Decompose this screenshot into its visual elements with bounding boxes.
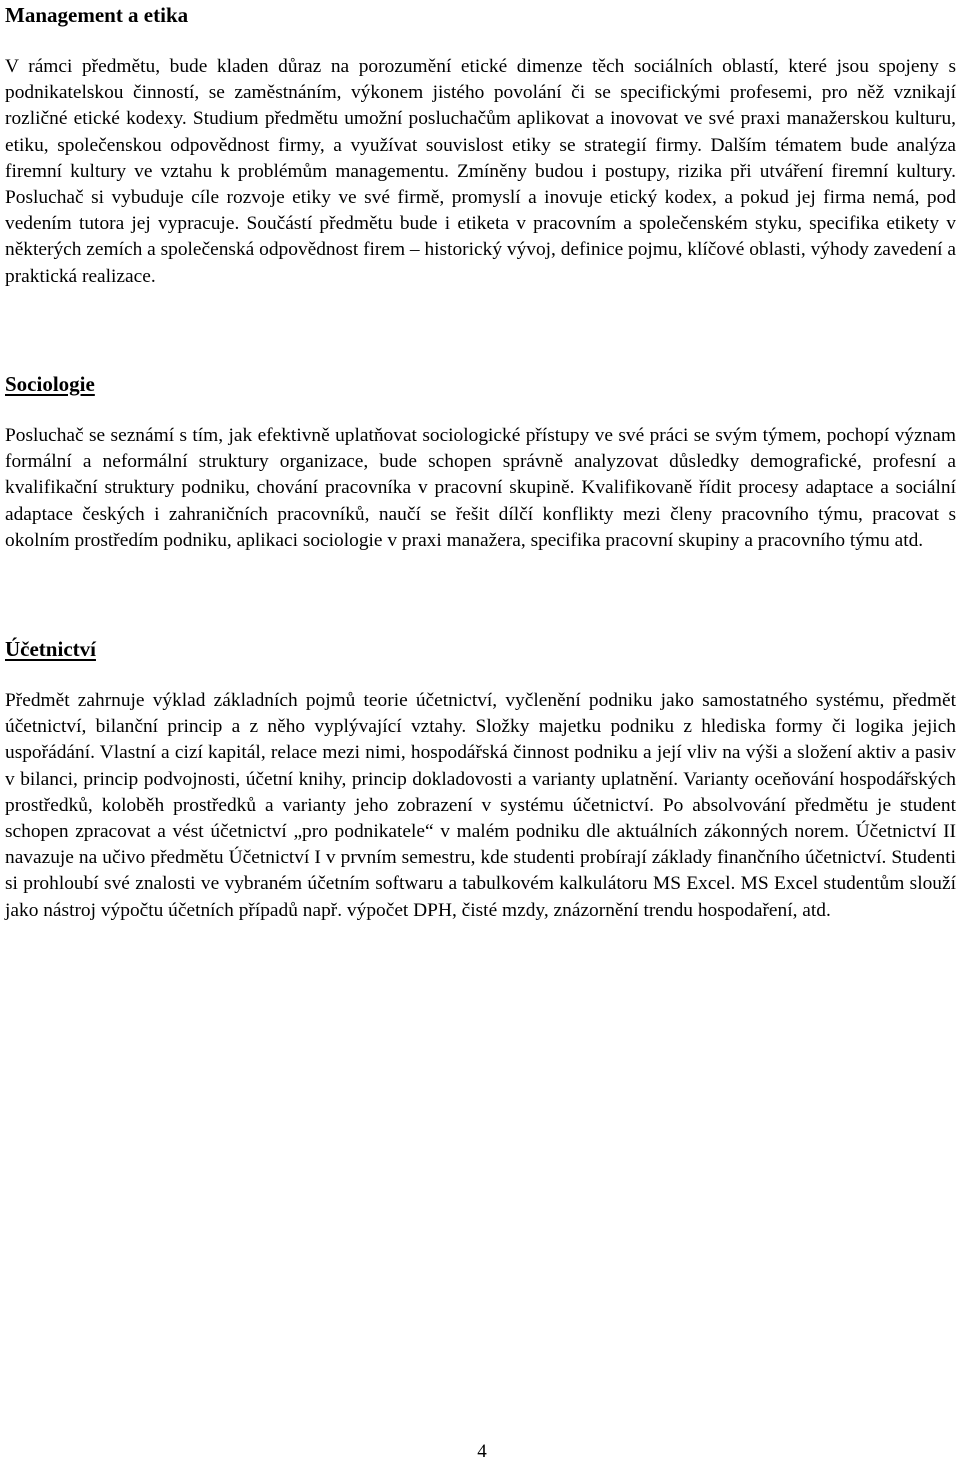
section-ucetnictvi <box>5 636 956 924</box>
section-heading: Sociologie <box>5 372 95 396</box>
section-paragraph: Předmět zahrnuje výklad základních pojmů teorie účetnictví, vyčlenění podniku jako samostatného systému, předmět účetnictví, bilanční princip a z něho vyplývající vztahy. Složky majetku podniku z hlediska formy či logika jejich uspořádání. Vlastní a cizí kapitál, relace mezi nimi, hospodářská činnost podniku a její vliv na výši a složení aktiv a pasiv v bilanci, princip podvojnosti, účetní knihy, princip dokladovosti a varianty uplatnění. Varianty oceňování hospodářských prostředků, koloběh prostředků a varianty jeho zobrazení v systému účetnictví. Po absolvování předmětu je student schopen zpracovat a vést účetnictví „pro podnikatele“ v malém podniku dle aktuálních zákonných norem. Účetnictví II navazuje na učivo předmětu Účetnictví I v prvním semestru, kde studenti probírají základy finančního účetnictví. Studenti si prohloubí své znalosti ve vybraném účetním softwaru a tabulkovém kalkulátoru MS Excel. MS Excel studentům slouží jako nástroj výpočtu účetních případů např. výpočet DPH, čisté mzdy, znázornění trendu hospodaření, atd. <box>5 690 956 921</box>
section-heading: Účetnictví <box>5 637 96 661</box>
section-heading: Management a etika <box>5 3 189 27</box>
page-number: 4 <box>477 1441 487 1462</box>
section-paragraph: Posluchač se seznámí s tím, jak efektivně uplatňovat sociologické přístupy ve své práci se svým týmem, pochopí význam formální a neformální struktury organizace, bude schopen správně analyzovat důsledky demografické, profesní a kvalifikační struktury podniku, chování pracovníka v pracovní skupině. Kvalifikovaně řídit procesy adaptace a sociální adaptace českých i zahraničních pracovníků, naučí se řešit dílčí konflikty mezi členy pracovního týmu, pracovat s okolním prostředím podniku, aplikaci sociologie v praxi manažera, specifika pracovní skupiny a pracovního týmu atd. <box>5 425 956 551</box>
section-paragraph: V rámci předmětu, bude kladen důraz na porozumění etické dimenze těch sociálních oblastí, které jsou spojeny s podnikatelskou činností, se zaměstnáním, výkonem jistého povolání či se specifickými profesemi, pro něž vznikají rozličné etické kodexy. Studium předmětu umožní posluchačům aplikovat a inovovat ve své praxi manažerskou kulturu, etiku, společenskou odpovědnost firmy, a využívat souvislost etiky se strategií firmy. Dalším tématem bude analýza firemní kultury ve vztahu k problémům managementu. Zmíněny budou i postupy, rizika při utváření firemní kultury. Posluchač si vybuduje cíle rozvoje etiky ve své firmě, promyslí a inovuje etický kodex, a pokud jej firma nemá, pod vedením tutora jej vypracuje. Součástí předmětu bude i etiketa v pracovním a společenském styku, specifika etikety v některých zemích a společenská odpovědnost firem – historický vývoj, definice pojmu, klíčové oblasti, výhody zavedení a praktická realizace. <box>5 56 956 287</box>
section-sociologie <box>5 371 956 554</box>
section-management-etika <box>5 2 956 290</box>
